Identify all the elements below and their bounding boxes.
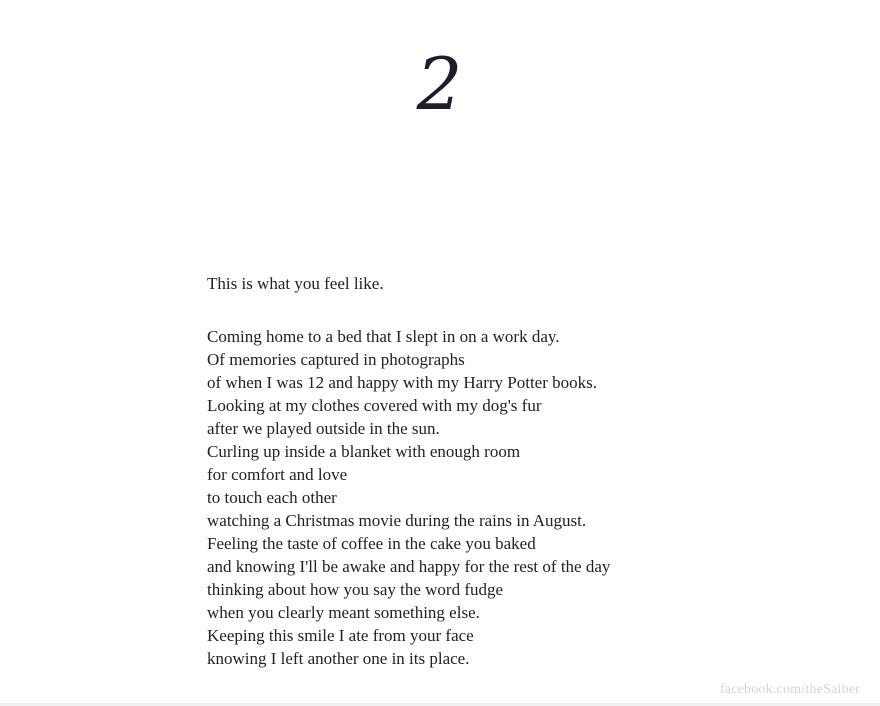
poem-line: and knowing I'll be awake and happy for the rest of the day xyxy=(207,557,611,576)
poem-line: Curling up inside a blanket with enough room xyxy=(207,442,521,461)
poem-line: for comfort and love xyxy=(207,465,348,484)
poem-line: Looking at my clothes covered with my dog's fur xyxy=(207,396,542,415)
poem-line: Feeling the taste of coffee in the cake you baked xyxy=(207,534,536,553)
poem-line: Coming home to a bed that I slept in on a work day. xyxy=(207,327,560,346)
poem-line: Of memories captured in photographs xyxy=(207,350,465,369)
poem-line: of when I was 12 and happy with my Harry Potter books. xyxy=(207,373,597,392)
poem-line: to touch each other xyxy=(207,488,337,507)
watermark-text: facebook.com/theSaiber xyxy=(719,682,860,697)
poem-opening-line: This is what you feel like. xyxy=(207,274,384,293)
poem-line: when you clearly meant something else. xyxy=(207,603,480,622)
poem-line: after we played outside in the sun. xyxy=(207,419,440,438)
poem-body xyxy=(207,272,727,670)
poem-line: Keeping this smile I ate from your face xyxy=(207,626,474,645)
poem-line: thinking about how you say the word fudge xyxy=(207,580,504,599)
poem-line: knowing I left another one in its place. xyxy=(207,649,470,668)
chapter-number: 2 xyxy=(416,42,464,126)
poem-line: watching a Christmas movie during the rains in August. xyxy=(207,511,587,530)
